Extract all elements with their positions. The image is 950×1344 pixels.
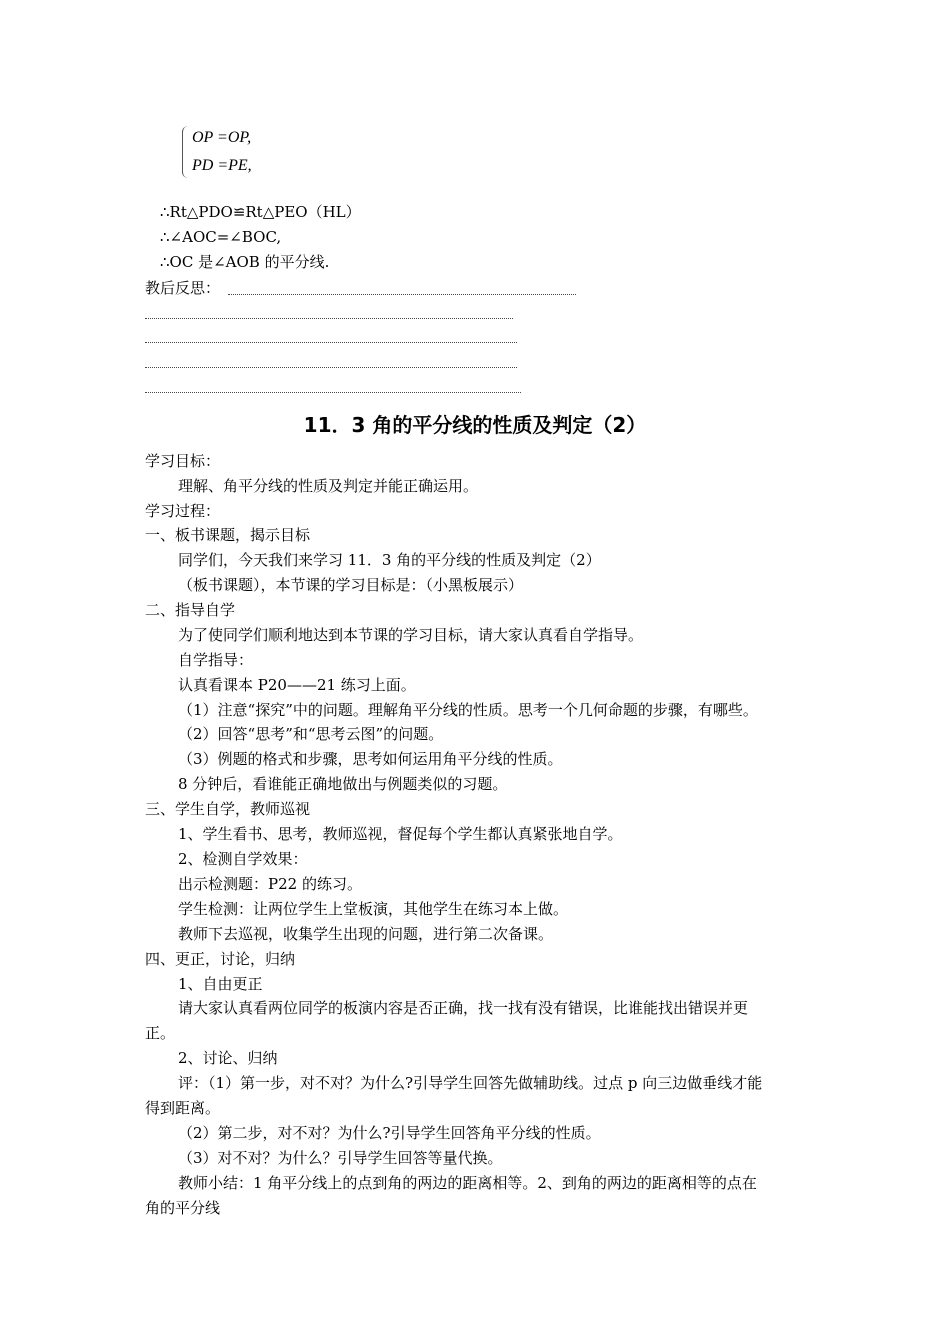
text-line: 同学们，今天我们来学习 11．3 角的平分线的性质及判定（2） xyxy=(178,551,601,569)
text-line: 2、检测自学效果： xyxy=(178,850,308,868)
text-line: 出示检测题：P22 的练习。 xyxy=(178,875,362,893)
dotted-rule xyxy=(145,392,521,393)
text-line: 教师小结：1 角平分线上的点到角的两边的距离相等。2、到角的两边的距离相等的点在 xyxy=(178,1174,757,1192)
text-line: 得到距离。 xyxy=(145,1099,221,1117)
text-line: 认真看课本 P20——21 练习上面。 xyxy=(178,676,416,694)
equation-line: PD =PE, xyxy=(192,157,252,174)
text-line: 学习目标： xyxy=(145,452,221,470)
text-line: 教师下去巡视，收集学生出现的问题，进行第二次备课。 xyxy=(178,925,554,943)
reflection-label: 教后反思： xyxy=(145,279,221,297)
text-line: 评：（1）第一步，对不对？为什么?引导学生回答先做辅助线。过点 p 向三边做垂线才能 xyxy=(178,1074,763,1092)
text-line: 1、学生看书、思考，教师巡视，督促每个学生都认真紧张地自学。 xyxy=(178,825,623,843)
text-line: 学生检测：让两位学生上堂板演，其他学生在练习本上做。 xyxy=(178,900,569,918)
text-line: 学习过程： xyxy=(145,502,221,520)
dotted-rule xyxy=(145,367,517,368)
section-heading: 四、更正，讨论，归纳 xyxy=(145,950,296,968)
text-line: 角的平分线 xyxy=(145,1199,221,1217)
text-line: 自学指导： xyxy=(178,651,254,669)
text-line: （1）注意“探究”中的问题。理解角平分线的性质。思考一个几何命题的步骤，有哪些。 xyxy=(178,701,758,719)
text-line: 正。 xyxy=(145,1024,176,1042)
text-line: （3）例题的格式和步骤，思考如何运用角平分线的性质。 xyxy=(178,750,563,768)
section-heading: 一、板书课题，揭示目标 xyxy=(145,526,311,544)
dotted-rule xyxy=(145,318,513,319)
dotted-rule xyxy=(228,294,576,295)
text-line: 2、讨论、归纳 xyxy=(178,1049,278,1067)
text-line: （板书课题），本节课的学习目标是：（小黑板展示） xyxy=(178,576,524,594)
text-line: 1、自由更正 xyxy=(178,975,263,993)
text-line: 理解、角平分线的性质及判定并能正确运用。 xyxy=(178,477,479,495)
proof-line: ∴Rt△PDO≌Rt△PEO（HL） xyxy=(160,203,361,221)
section-heading: 二、指导自学 xyxy=(145,601,236,619)
proof-line: ∴OC 是∠AOB 的平分线. xyxy=(160,253,330,271)
proof-line: ∴∠AOC=∠BOC, xyxy=(160,228,282,246)
text-line: 请大家认真看两位同学的板演内容是否正确，找一找有没有错误，比谁能找出错误并更 xyxy=(178,999,749,1017)
section-heading: 三、学生自学，教师巡视 xyxy=(145,800,311,818)
text-line: （2）第二步，对不对？为什么?引导学生回答角平分线的性质。 xyxy=(178,1124,601,1142)
text-line: （2）回答“思考”和“思考云图”的问题。 xyxy=(178,725,444,743)
equation-line: OP =OP, xyxy=(192,129,252,146)
text-line: 为了使同学们顺利地达到本节课的学习目标，请大家认真看自学指导。 xyxy=(178,626,644,644)
text-line: 8 分钟后，看谁能正确地做出与例题类似的习题。 xyxy=(178,775,508,793)
page-title: 11．3 角的平分线的性质及判定（2） xyxy=(303,413,647,437)
text-line: （3）对不对？为什么？引导学生回答等量代换。 xyxy=(178,1149,503,1167)
brace-icon xyxy=(182,126,189,178)
dotted-rule xyxy=(145,342,517,343)
